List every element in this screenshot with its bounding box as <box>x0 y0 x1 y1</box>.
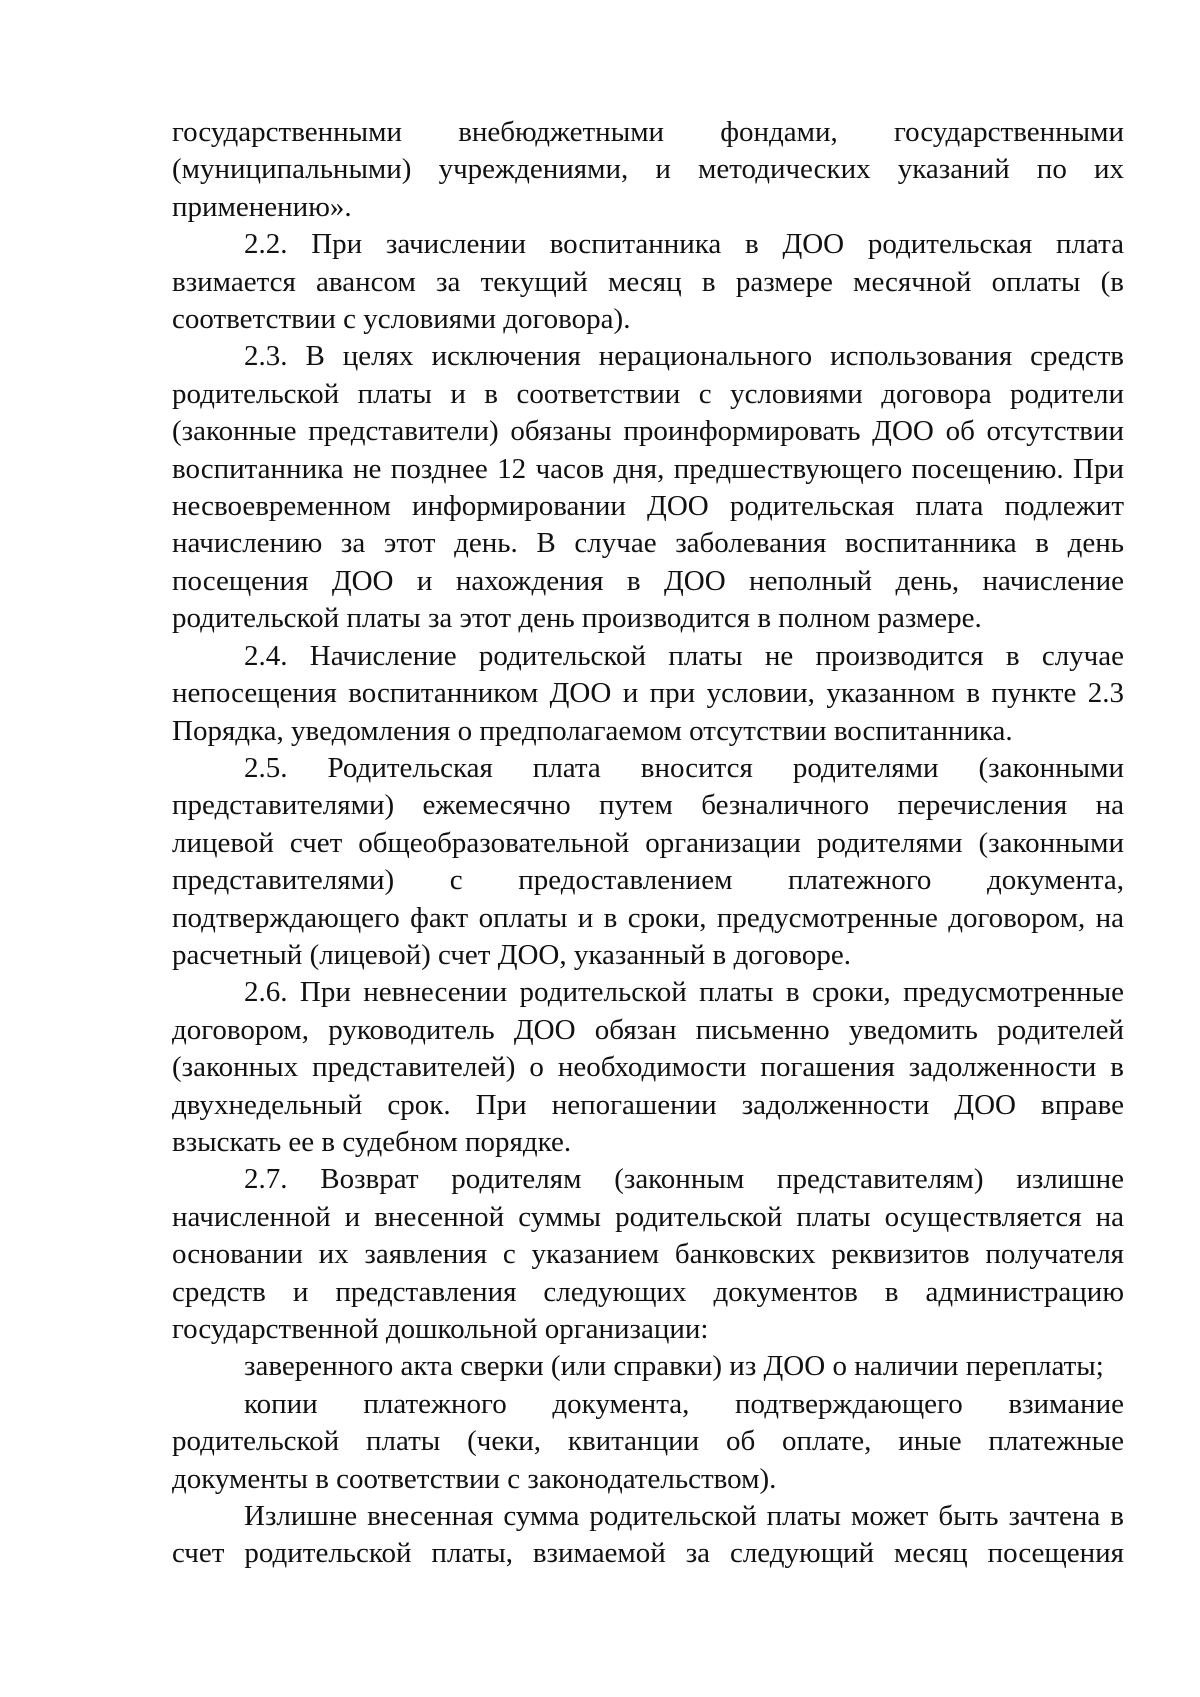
document-body <box>172 114 1124 1573</box>
paragraph-2-5: 2.5. Родительская плата вносится родителями (законными представителями) ежемесячно путем безналичного перечисления на лицевой счет общеобразовательной организации родителями (законными представителями) с предоставлением платежного документа, подтверждающего факт оплаты и в сроки, предусмотренные договором, на расчетный (лицевой) счет ДОО, указанный в договоре. <box>172 751 1124 971</box>
list-item-reconciliation-act: заверенного акта сверки (или справки) из ДОО о наличии переплаты; <box>244 1350 1104 1383</box>
paragraph-continuation: государственными внебюджетными фондами, государственными (муниципальными) учреждениями, и методических указаний по их применению». <box>172 116 1124 223</box>
paragraph-overpayment-credit: Излишне внесенная сумма родительской платы может быть зачтена в счет родительской платы, взимаемой за следующий месяц посещения <box>172 1500 1124 1570</box>
paragraph-2-4: 2.4. Начисление родительской платы не производится в случае непосещения воспитанником ДОО и при условии, указанном в пункте 2.3 Порядка, уведомления о предполагаемом отсутствии воспитанника. <box>172 639 1124 747</box>
paragraph-2-2: 2.2. При зачислении воспитанника в ДОО родительская плата взимается авансом за текущий месяц в размере месячной оплаты (в соответствии с условиями договора). <box>172 228 1124 336</box>
paragraph-2-6: 2.6. При невнесении родительской платы в сроки, предусмотренные договором, руководитель ДОО обязан письменно уведомить родителей (законных представителей) о необходимости погашения задолженности в двухнедельный срок. При непогашении задолженности ДОО вправе взыскать ее в судебном порядке. <box>172 976 1124 1158</box>
list-item-payment-copies: копии платежного документа, подтверждающего взимание родительской платы (чеки, квитанции об оплате, иные платежные документы в соответствии с законодательством). <box>172 1387 1124 1495</box>
paragraph-2-3: 2.3. В целях исключения нерационального использования средств родительской платы и в соответствии с условиями договора родители (законные представители) обязаны проинформировать ДОО об отсутствии воспитанника не позднее 12 часов дня, предшествующего посещению. При несвоевременном информировании ДОО родительская плата подлежит начислению за этот день. В случае заболевания воспитанника в день посещения ДОО и нахождения в ДОО неполный день, начисление родительской платы за этот день производится в полном размере. <box>172 340 1124 635</box>
paragraph-2-7: 2.7. Возврат родителям (законным представителям) излишне начисленной и внесенной суммы родительской платы осуществляется на основании их заявления с указанием банковских реквизитов получателя средств и представления следующих документов в администрацию государственной дошкольной организации: <box>172 1163 1124 1345</box>
